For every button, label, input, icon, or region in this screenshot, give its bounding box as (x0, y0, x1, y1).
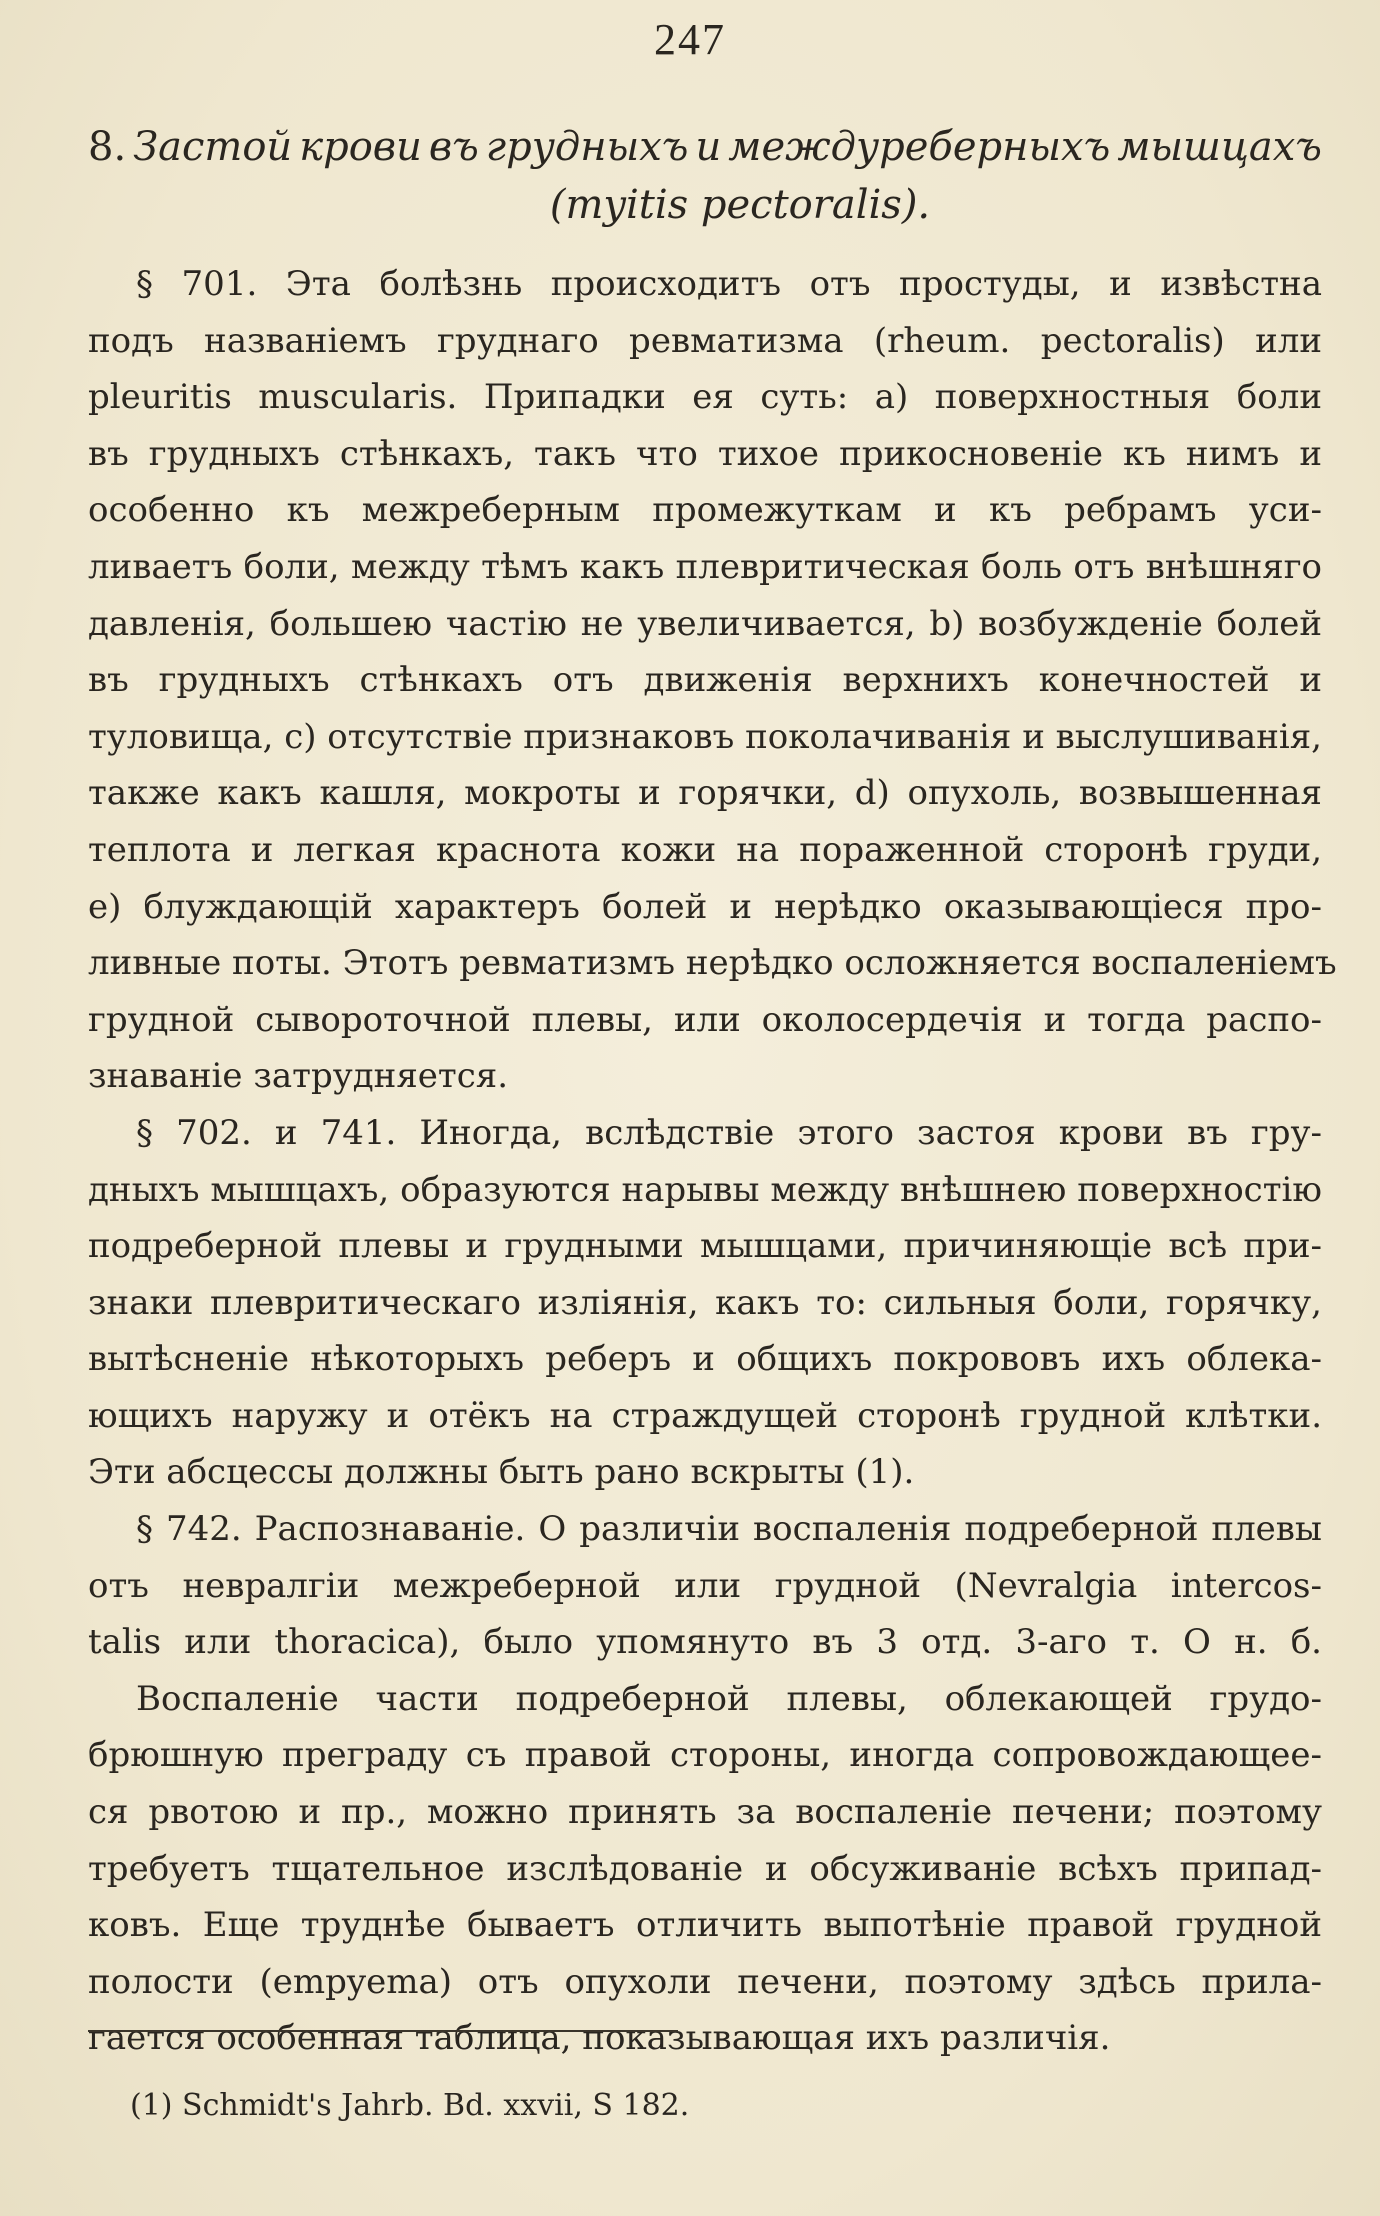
text-line: pleuritis muscularis. Припадки ея суть: a) поверхностныя боли (88, 377, 1322, 418)
text-line: ковъ. Еще труднѣе бываетъ отличить выпотѣніе правой грудной (88, 1905, 1322, 1946)
text-line: § 702. и 741. Иногда, вслѣдствіе этого застоя крови въ гру- (136, 1112, 1322, 1153)
heading-word: грудныхъ (485, 124, 689, 170)
section-heading (88, 118, 1322, 234)
text-line: ющихъ наружу и отёкъ на страждущей сторонѣ грудной клѣтки. (88, 1395, 1322, 1436)
text-line: e) блуждающій характеръ болей и нерѣдко оказывающіеся про- (88, 886, 1322, 927)
text-line: дныхъ мышцахъ, образуются нарывы между внѣшнею поверхностію (88, 1169, 1322, 1210)
text-line: ся рвотою и пр., можно принять за воспаленіе печени; поэтому (88, 1792, 1322, 1833)
heading-latin: (myitis pectoralis). (549, 182, 931, 228)
footnote: (1) Schmidt's Jahrb. Bd. xxvii, S 182. (130, 2088, 690, 2123)
text-line: ливные поты. Этотъ ревматизмъ нерѣдко осложняется воспаленіемъ (88, 943, 1337, 984)
text-line: § 742. Распознаваніе. О различіи воспаленія подреберной плевы (136, 1509, 1322, 1550)
body-text (88, 256, 1337, 2067)
page-number: 247 (654, 15, 726, 64)
footnote-separator (88, 2030, 678, 2032)
text-line: также какъ кашля, мокроты и горячки, d) опухоль, возвышенная (88, 773, 1322, 814)
text-line: гается особенная таблица, показывающая ихъ различія. (88, 2018, 1111, 2059)
text-line: давленія, большею частію не увеличивается, b) возбужденіе болей (88, 603, 1322, 644)
text-line: знаваніе затрудняется. (88, 1056, 509, 1097)
text-line: § 701. Эта болѣзнь происходитъ отъ простуды, и извѣстна (136, 264, 1322, 304)
text-line: теплота и легкая краснота кожи на пораженной сторонѣ груди, (88, 829, 1322, 870)
text-line: подъ названіемъ груднаго ревматизма (rheum. pectoralis) или (88, 320, 1322, 361)
text-line: подреберной плевы и грудными мышцами, причиняющіе всѣ при- (88, 1226, 1322, 1267)
text-line: знаки плевритическаго изліянія, какъ то: сильныя боли, горячку, (88, 1282, 1322, 1323)
heading-word: и (695, 124, 722, 170)
text-line: полости (empyema) отъ опухоли печени, поэтому здѣсь прила- (88, 1961, 1322, 2002)
heading-word: крови (299, 124, 422, 170)
text-line: ливаетъ боли, между тѣмъ какъ плевритическая боль отъ внѣшняго (88, 546, 1322, 587)
heading-word: въ (428, 124, 479, 170)
heading-word: междуреберныхъ (728, 124, 1111, 170)
text-line: требуетъ тщательное изслѣдованіе и обсуживаніе всѣхъ припад- (88, 1848, 1322, 1889)
heading-line-1 (88, 118, 1322, 176)
text-line: отъ невралгіи межреберной или грудной (Nevralgia intercos- (88, 1565, 1322, 1606)
text-line: грудной сывороточной плевы, или околосердечія и тогда распо- (88, 999, 1322, 1040)
text-line: вытѣсненіе нѣкоторыхъ реберъ и общихъ покрововъ ихъ облека- (88, 1339, 1322, 1380)
text-line: особенно къ межреберным промежуткам и къ ребрамъ уси- (88, 490, 1322, 531)
heading-word: Застой (133, 124, 293, 170)
text-line: туловища, c) отсутствіе признаковъ поколачиванія и выслушиванія, (88, 716, 1322, 757)
text-line: брюшную преграду съ правой стороны, иногда сопровождающее- (88, 1735, 1322, 1776)
text-line: Эти абсцессы должны быть рано вскрыты (1). (88, 1452, 915, 1493)
heading-number: 8. (88, 124, 127, 170)
text-line: въ грудныхъ стѣнкахъ, такъ что тихое прикосновеніе къ нимъ и (88, 433, 1322, 474)
heading-word: мышцахъ (1117, 124, 1322, 170)
text-line: Воспаленіе части подреберной плевы, облекающей грудо- (136, 1678, 1322, 1719)
text-line: talis или thoracica), было упомянуто въ 3 отд. 3-аго т. О н. б. (88, 1622, 1322, 1663)
text-line: въ грудныхъ стѣнкахъ отъ движенія верхнихъ конечностей и (88, 660, 1322, 701)
